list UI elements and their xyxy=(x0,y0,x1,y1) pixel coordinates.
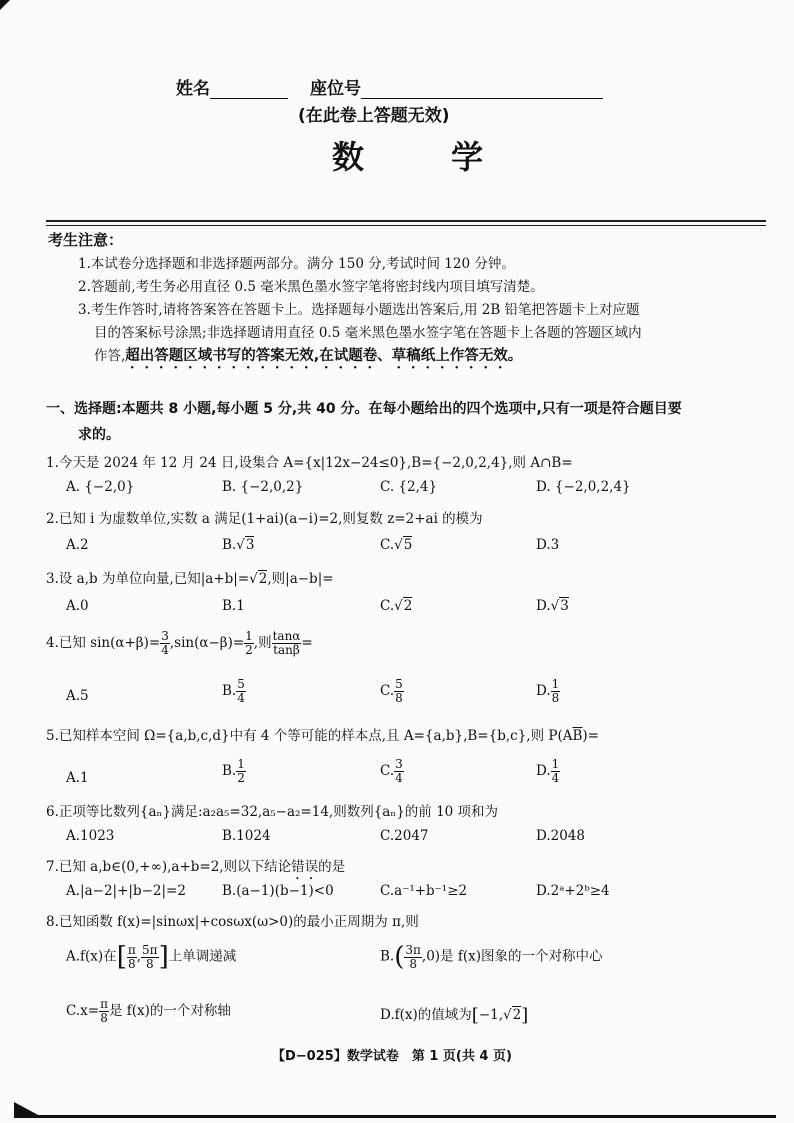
question-6-stem: 6.正项等比数列{aₙ}满足:a₂a₅=32,a₅−a₂=14,则数列{aₙ}的前 10 项和为 xyxy=(46,804,499,820)
q1-option-d: D. {−2,0,2,4} xyxy=(536,479,631,495)
section-heading-cont: 求的。 xyxy=(78,427,120,443)
q4-option-b: B. $\frac{5}{4}$ xyxy=(222,677,245,705)
bottom-rule xyxy=(14,1115,776,1118)
notice-heading: 考生注意： xyxy=(48,231,124,249)
question-3-stem: 3.设 a,b 为单位向量,已知|a+b|=√2,则|a−b|= xyxy=(46,571,334,587)
seat-label: 座位号 xyxy=(310,79,361,99)
q3-option-a: A.0 xyxy=(66,598,89,614)
corner-mark-top xyxy=(0,0,10,10)
question-2-stem: 2.已知 i 为虚数单位,实数 a 满足(1+ai)(a−i)=2,则复数 z=2+ai 的模为 xyxy=(46,511,483,527)
notice-item-3-end: 作答,超出答题区域书写的答案无效,在试题卷、草稿纸上作答无效。 xyxy=(94,348,523,364)
question-5-stem: 5.已知样本空间 Ω={a,b,c,d}中有 4 个等可能的样本点,且 A={a,b},B={b,c},则 $P(A\overline{B})=$ xyxy=(46,728,599,744)
q7-option-a: A.|a−2|+|b−2|=2 xyxy=(66,883,186,899)
corner-mark-bottom xyxy=(14,1102,40,1116)
q8-option-d: D.f(x)的值域为[−1,√2] xyxy=(380,1005,529,1026)
q1-option-c: C. {2,4} xyxy=(380,479,438,495)
section-heading: 一、选择题:本题共 8 小题,每小题 5 分,共 40 分。在每小题给出的四个选项中,只有一项是符合题目要 xyxy=(46,401,682,417)
notice-item-1: 1.本试卷分选择题和非选择题两部分。满分 150 分,考试时间 120 分钟。 xyxy=(78,256,515,272)
question-4-stem: 4.已知 sin(α+β)= $\frac{3}{4}$ ,sin(α−β)= $\frac{1}{2}$ ,则 $\frac{\tan\alpha}{\tan\beta}$ = xyxy=(46,629,313,657)
seat-field xyxy=(310,74,603,99)
q1-option-a: A. {−2,0} xyxy=(66,479,135,495)
emphasized-word: 错误 xyxy=(291,859,319,875)
q4-option-c: C. $\frac{5}{8}$ xyxy=(380,677,403,705)
page-title: 数 学 xyxy=(332,138,522,176)
q7-option-b: B.(a−1)(b−1)<0 xyxy=(222,883,334,899)
seat-blank xyxy=(361,80,603,99)
notice-item-3: 3.考生作答时,请将答案答在答题卡上。选择题每小题选出答案后,用 2B 铅笔把答题卡上对应题 xyxy=(78,302,640,318)
q4-option-d: D. $\frac{1}{8}$ xyxy=(536,677,560,705)
question-8-stem: 8.已知函数 f(x)=|sinωx|+cosωx(ω>0)的最小正周期为 π,则 xyxy=(46,914,419,930)
q7-option-c: C.a⁻¹+b⁻¹≥2 xyxy=(380,883,468,899)
q5-option-c: C. $\frac{3}{4}$ xyxy=(380,757,403,785)
name-label: 姓名 xyxy=(176,79,210,99)
q2-option-d: D.3 xyxy=(536,537,560,553)
q2-option-a: A.2 xyxy=(66,537,89,553)
divider xyxy=(46,220,766,222)
q6-option-c: C.2047 xyxy=(380,828,429,844)
notice-item-2: 2.答题前,考生务必用直径 0.5 毫米黑色墨水签字笔将密封线内项目填写清楚。 xyxy=(78,279,544,295)
q1-option-b: B. {−2,0,2} xyxy=(222,479,304,495)
q3-option-d: D.√3 xyxy=(536,598,569,614)
q5-option-a: A.1 xyxy=(66,770,89,786)
q8-option-c: C.x= $\frac{\pi}{8}$ 是 f(x)的一个对称轴 xyxy=(66,997,231,1025)
q7-option-d: D.2ᵃ+2ᵇ≥4 xyxy=(536,883,610,899)
emphasized-warning: 超出答题区域书写的答案无效,在试题卷、草稿纸上作答无效。 xyxy=(125,348,523,364)
q8-option-b: B.( $\frac{3\pi}{8}$ ,0)是 f(x)图象的一个对称中心 xyxy=(380,942,603,972)
page-footer: 【D−025】数学试卷 第 1 页(共 4 页) xyxy=(272,1049,512,1064)
q6-option-b: B.1024 xyxy=(222,828,271,844)
question-1-stem: 1.今天是 2024 年 12 月 24 日,设集合 A={x|12x−24≤0},B={−2,0,2,4},则 A∩B= xyxy=(46,455,573,471)
question-7-stem: 7.已知 a,b∈(0,+∞),a+b=2,则以下结论错误的是 xyxy=(46,859,346,875)
q5-option-d: D. $\frac{1}{4}$ xyxy=(536,757,560,785)
invalid-note: (在此卷上答题无效) xyxy=(298,106,450,126)
q2-option-c: C.√5 xyxy=(380,537,413,553)
q6-option-a: A.1023 xyxy=(66,828,115,844)
q3-option-b: B.1 xyxy=(222,598,245,614)
q3-option-c: C.√2 xyxy=(380,598,413,614)
name-field xyxy=(176,74,288,99)
q6-option-d: D.2048 xyxy=(536,828,585,844)
q4-option-a: A.5 xyxy=(66,688,89,704)
q2-option-b: B.√3 xyxy=(222,537,255,553)
divider xyxy=(46,225,766,226)
notice-item-3-cont: 目的答案标号涂黑;非选择题请用直径 0.5 毫米黑色墨水签字笔在答题卡上各题的答题区域内 xyxy=(94,325,642,341)
q5-option-b: B. $\frac{1}{2}$ xyxy=(222,757,245,785)
name-blank xyxy=(210,80,288,99)
q8-option-a: A.f(x)在[ $\frac{\pi}{8}$ , $\frac{5\pi}{8}$ ]上单调递减 xyxy=(66,942,237,972)
